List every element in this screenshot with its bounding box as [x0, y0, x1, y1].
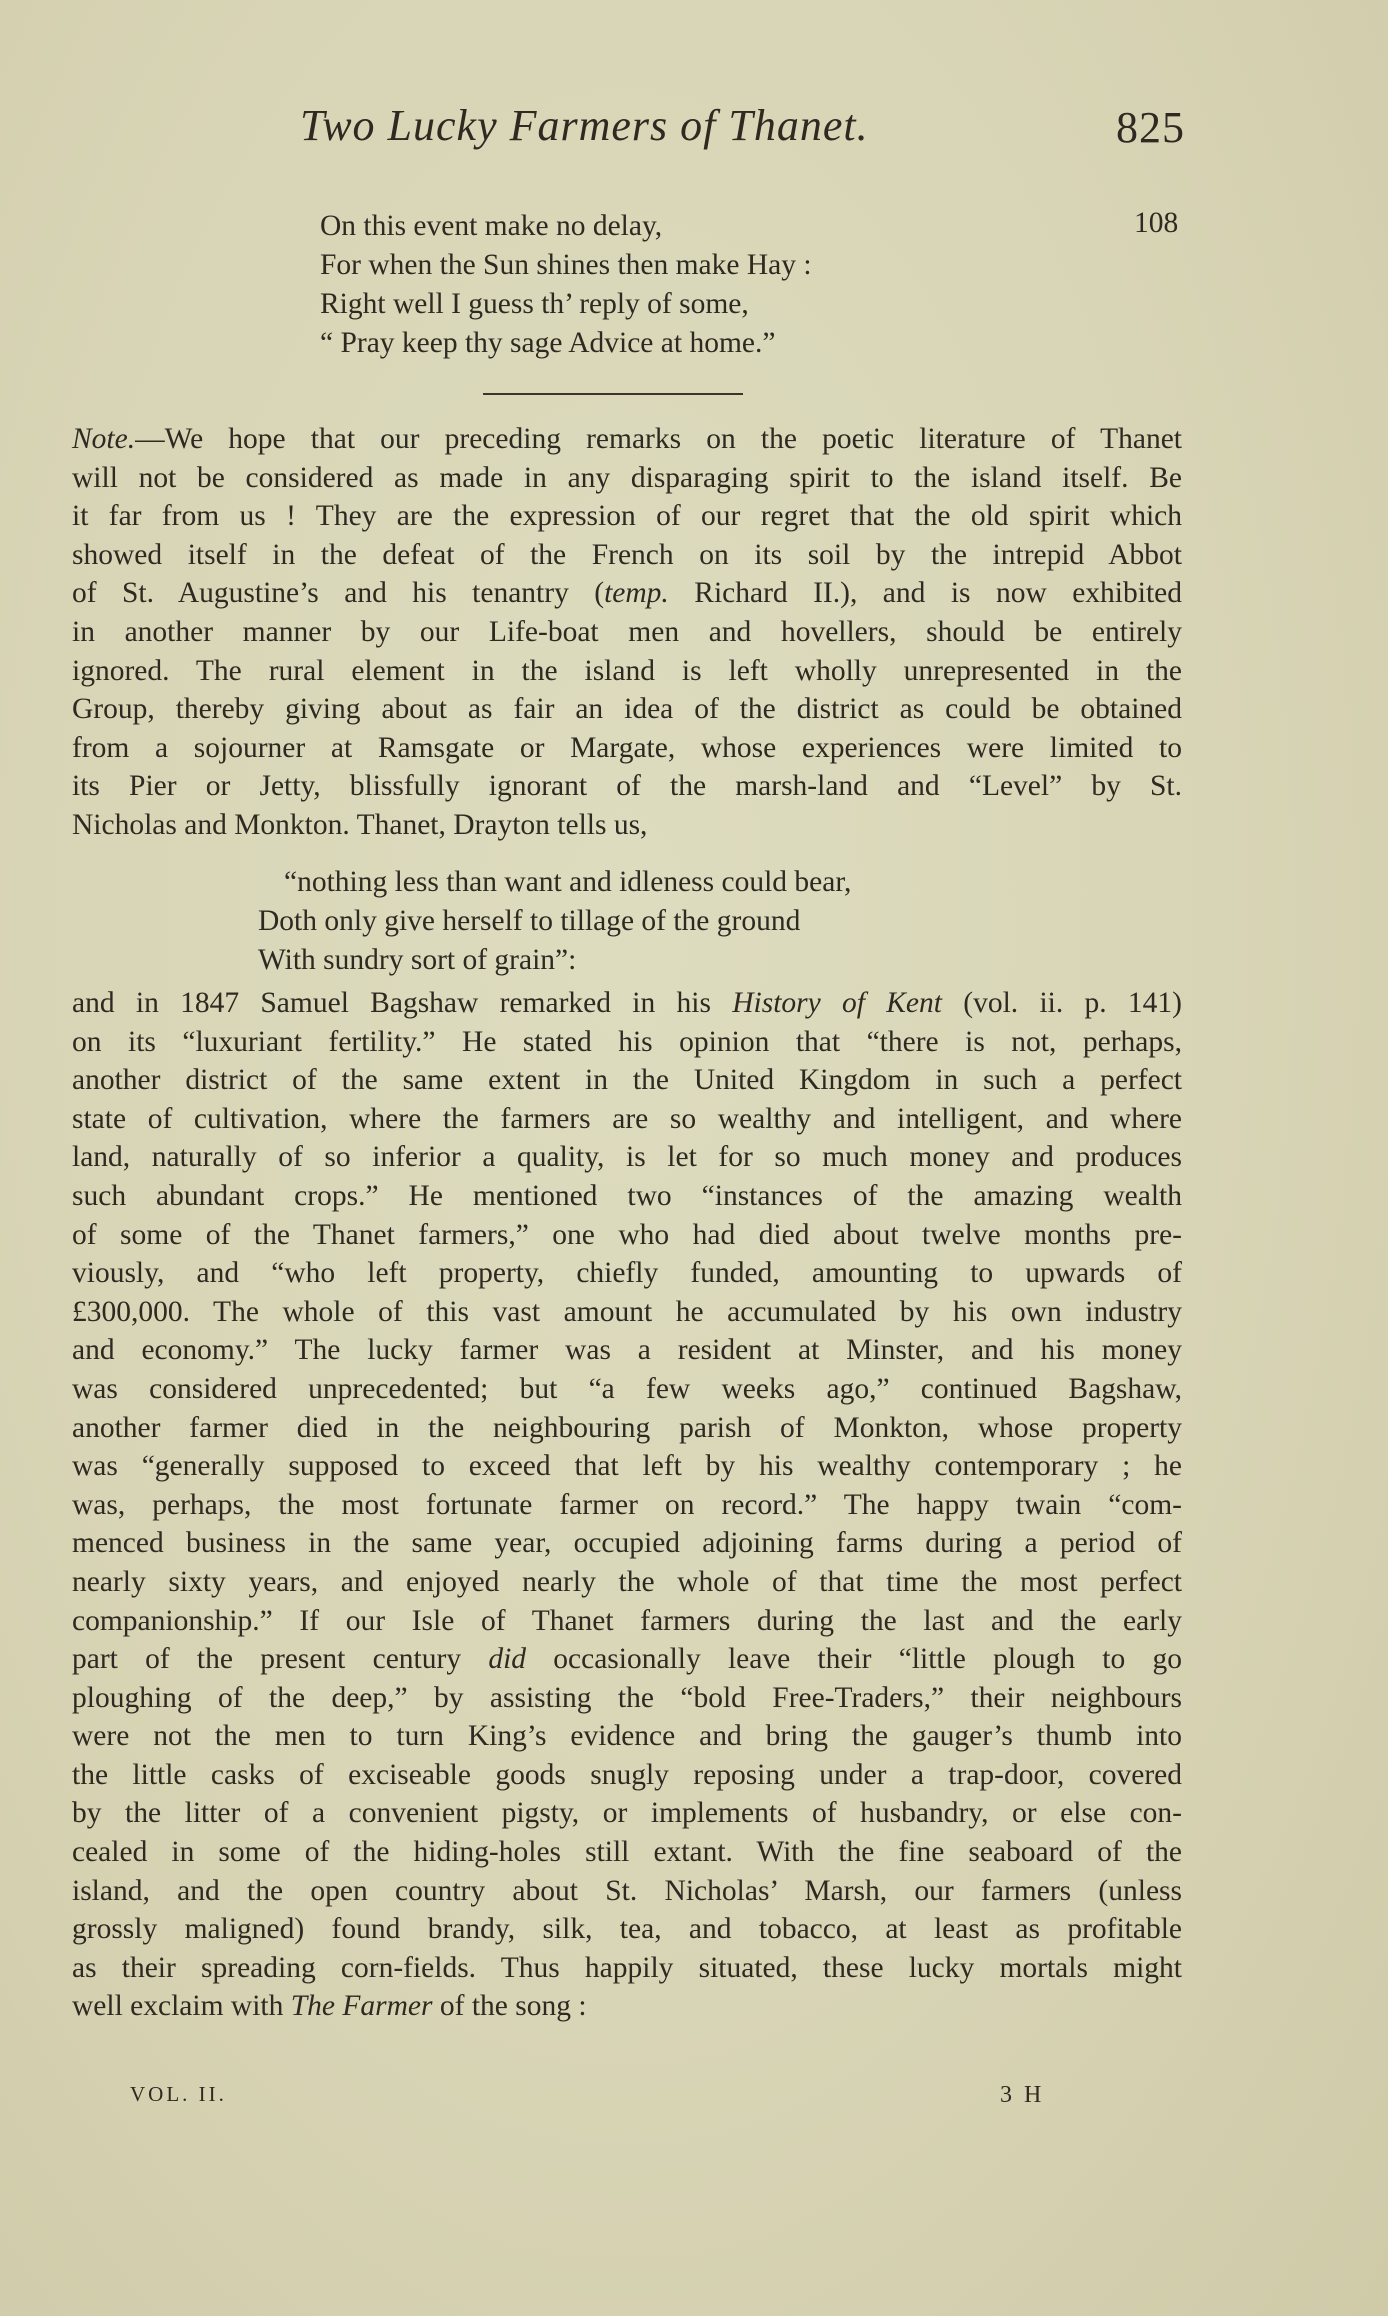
text-line: was, perhaps, the most fortunate farmer on record.” The happy twain “com- [72, 1488, 1182, 1521]
text-line: in another manner by our Life-boat men and hovellers, should be entirely [72, 615, 1182, 648]
text-line: were not the men to turn King’s evidence and bring the gauger’s thumb into [72, 1720, 1182, 1753]
poem-stanza [320, 207, 1180, 363]
text-line: was “generally supposed to exceed that left by his wealthy contemporary ; he [72, 1450, 1182, 1483]
quote-line: With sundry sort of grain”: [258, 944, 577, 976]
text-line: the little casks of exciseable goods snugly reposing under a trap-door, covered [72, 1758, 1182, 1791]
page-number: 825 [1116, 103, 1185, 152]
text-line: ignored. The rural element in the island is left wholly unrepresented in the [72, 654, 1182, 687]
text-line: Group, thereby giving about as fair an idea of the district as could be obtained [72, 693, 1182, 726]
text-line: of some of the Thanet farmers,” one who had died about twelve months pre- [72, 1218, 1182, 1251]
text-line: viously, and “who left property, chiefly funded, amounting to upwards of [72, 1257, 1182, 1290]
poem-line: Right well I guess th’ reply of some, [320, 288, 749, 320]
poem-line: For when the Sun shines then make Hay : [320, 249, 812, 281]
text-line: it far from us ! They are the expression of our regret that the old spirit which [72, 500, 1182, 533]
text-line: of St. Augustine’s and his tenantry (temp. Richard II.), and is now exhibited [72, 577, 1182, 610]
text-line: companionship.” If our Isle of Thanet farmers during the last and the early [72, 1604, 1182, 1637]
text-line: showed itself in the defeat of the French on its soil by the intrepid Abbot [72, 538, 1182, 571]
text-line: island, and the open country about St. Nicholas’ Marsh, our farmers (unless [72, 1874, 1182, 1907]
poem-line: On this event make no delay, [320, 210, 663, 242]
drayton-quote [258, 863, 851, 980]
song-title: The Farmer [290, 1990, 433, 2023]
text-line: cealed in some of the hiding-holes still extant. With the fine seaboard of the [72, 1836, 1182, 1869]
text-line: and economy.” The lucky farmer was a resident at Minster, and his money [72, 1334, 1182, 1367]
text-line: menced business in the same year, occupied adjoining farms during a period of [72, 1527, 1182, 1560]
text-line: nearly sixty years, and enjoyed nearly the whole of that time the most perfect [72, 1565, 1182, 1598]
text-line: another district of the same extent in the United Kingdom in such a perfect [72, 1064, 1182, 1097]
text-line: part of the present century did occasionally leave their “little plough to go [72, 1643, 1182, 1676]
italic-emphasis: did [488, 1643, 527, 1676]
main-paragraph [72, 984, 1182, 2026]
text-line: £300,000. The whole of this vast amount he accumulated by his own industry [72, 1295, 1182, 1328]
text-line: such abundant crops.” He mentioned two “instances of the amazing wealth [72, 1179, 1182, 1212]
text-line: another farmer died in the neighbouring parish of Monkton, whose property [72, 1411, 1182, 1444]
text-line: well exclaim with The Farmer of the song : [72, 1990, 587, 2023]
text-line: and in 1847 Samuel Bagshaw remarked in his History of Kent (vol. ii. p. 141) [72, 987, 1182, 1019]
poem-line-number: 108 [1134, 207, 1179, 239]
text-line: on its “luxuriant fertility.” He stated his opinion that “there is not, perhaps, [72, 1025, 1182, 1058]
text-line: land, naturally of so inferior a quality, is let for so much money and produces [72, 1141, 1182, 1174]
text-line: its Pier or Jetty, blissfully ignorant of the marsh-land and “Level” by St. [72, 770, 1182, 803]
running-head [0, 100, 1388, 160]
text-line: was considered unprecedented; but “a few weeks ago,” continued Bagshaw, [72, 1372, 1182, 1405]
quote-line: Doth only give herself to tillage of the ground [258, 905, 801, 937]
italic-term: temp. [604, 577, 669, 610]
text-line: by the litter of a convenient pigsty, or implements of husbandry, or else con- [72, 1797, 1182, 1830]
text-line: state of cultivation, where the farmers are so wealthy and intelligent, and where [72, 1102, 1182, 1135]
book-title: History of Kent [732, 987, 942, 1019]
text-line: will not be considered as made in any disparaging spirit to the island itself. Be [72, 461, 1182, 494]
text-line: from a sojourner at Ramsgate or Margate, whose experiences were limited to [72, 731, 1182, 764]
gathering-signature: 3 H [1000, 2082, 1045, 2108]
text-line: Nicholas and Monkton. Thanet, Drayton tells us, [72, 808, 648, 841]
text-line: as their spreading corn-fields. Thus happily situated, these lucky mortals might [72, 1951, 1182, 1984]
text-line: ploughing of the deep,” by assisting the “bold Free-Traders,” their neighbours [72, 1681, 1182, 1714]
running-title: Two Lucky Farmers of Thanet. [300, 101, 869, 150]
note-paragraph [72, 420, 1182, 845]
text-line: grossly maligned) found brandy, silk, tea, and tobacco, at least as profitable [72, 1913, 1182, 1946]
note-label: Note. [72, 423, 136, 455]
poem-line: “ Pray keep thy sage Advice at home.” [320, 327, 776, 359]
section-divider [483, 393, 743, 395]
text-line: Note.—We hope that our preceding remarks on the poetic literature of Thanet [72, 423, 1182, 455]
volume-signature: VOL. II. [130, 2082, 227, 2106]
quote-line: “nothing less than want and idleness could bear, [284, 866, 852, 898]
